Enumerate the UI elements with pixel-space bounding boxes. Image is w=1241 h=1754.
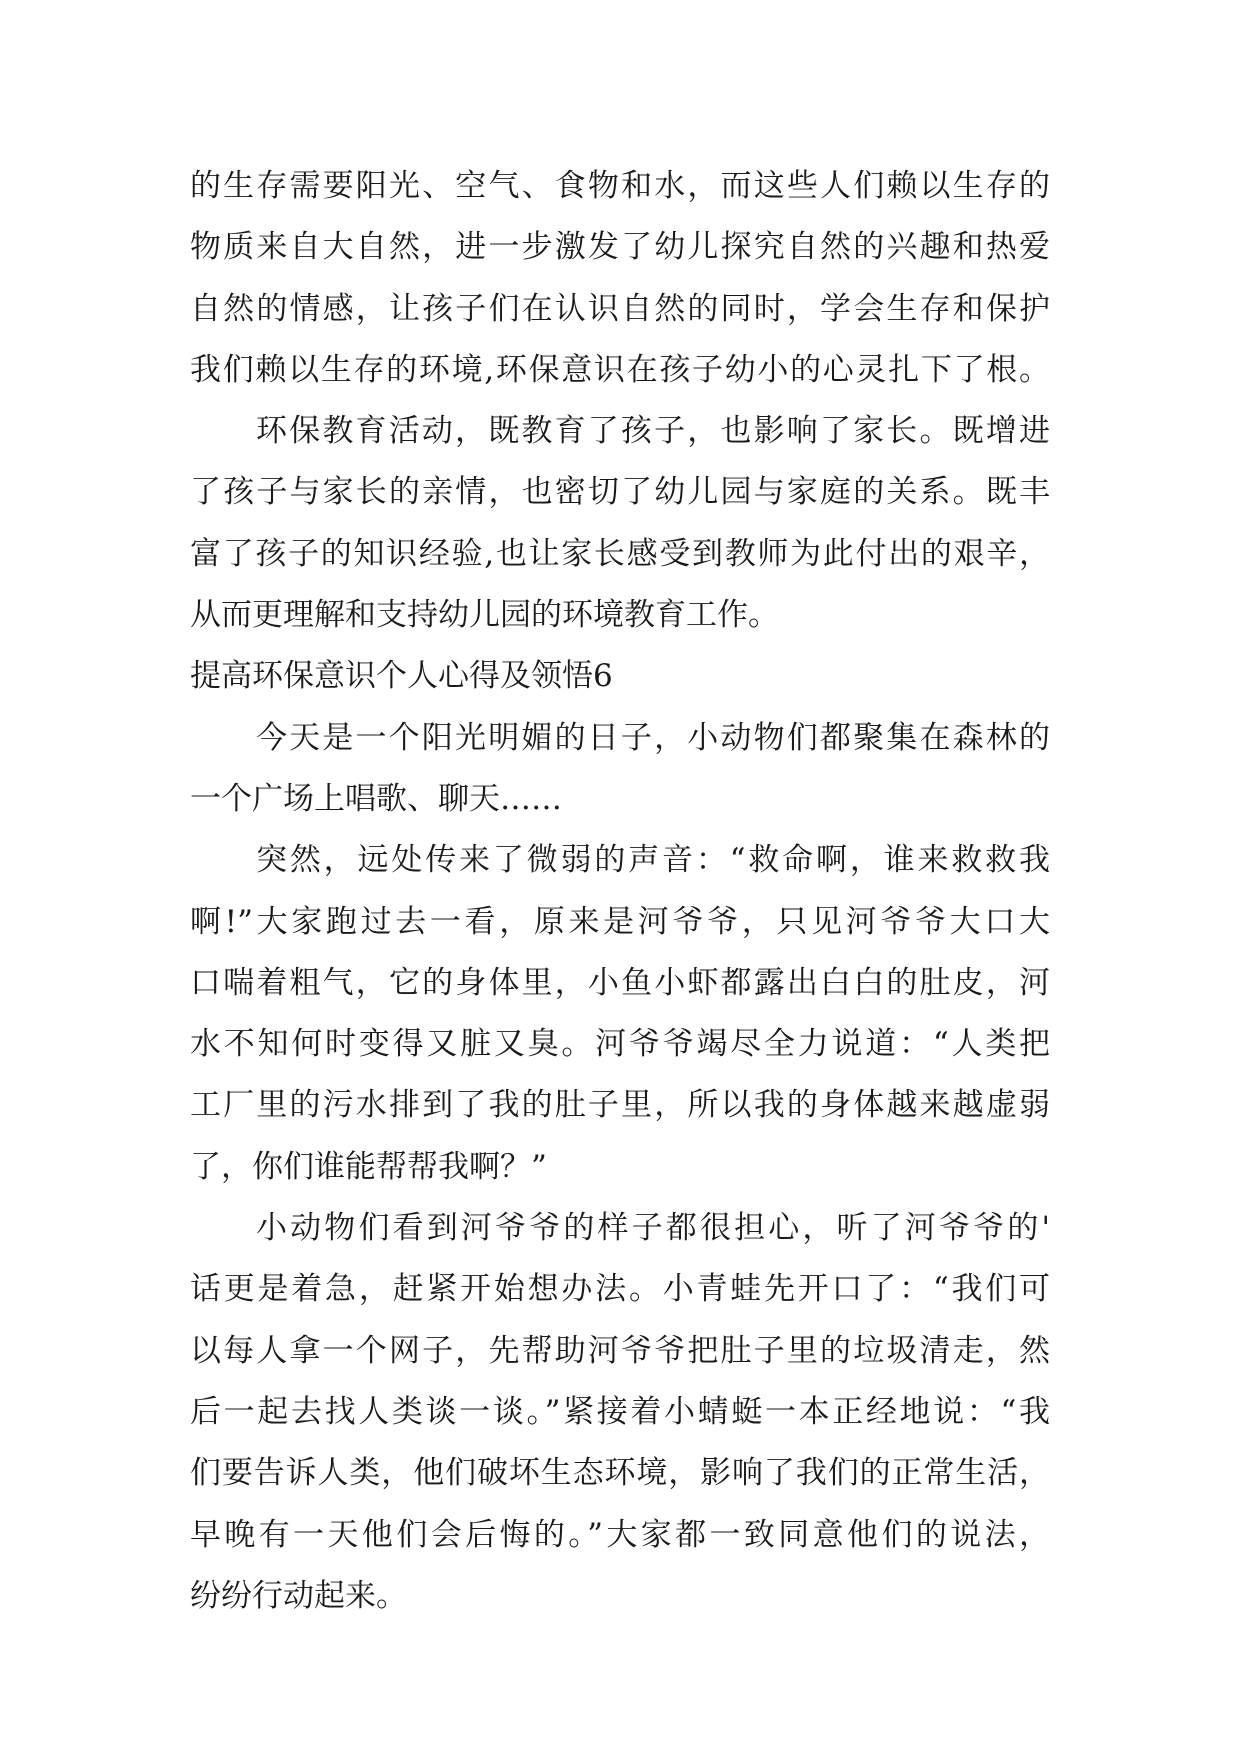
text-line: 口喘着粗气，它的身体里，小鱼小虾都露出白白的肚皮，河 xyxy=(190,964,1050,1001)
text-line: 以每人拿一个网子，先帮助河爷爷把肚子里的垃圾清走，然 xyxy=(190,1332,1050,1369)
paragraph-start-line: 环保教育活动，既教育了孩子，也影响了家长。既增进 xyxy=(256,413,1050,450)
text-line: 富了孩子的知识经验,也让家长感受到教师为此付出的艰辛， xyxy=(190,535,1050,572)
section-heading: 提高环保意识个人心得及领悟6 xyxy=(190,658,613,695)
paragraph-start-line: 今天是一个阳光明媚的日子，小动物们都聚集在森林的 xyxy=(256,719,1050,756)
text-line: 的生存需要阳光、空气、食物和水，而这些人们赖以生存的 xyxy=(190,168,1050,204)
text-line: 了孩子与家长的亲情，也密切了幼儿园与家庭的关系。既丰 xyxy=(190,474,1050,511)
document-body xyxy=(190,156,1050,1627)
text-line: 自然的情感，让孩子们在认识自然的同时，学会生存和保护 xyxy=(190,290,1050,327)
text-line: 话更是着急，赶紧开始想办法。小青蛙先开口了：“我们可 xyxy=(190,1271,1050,1308)
paragraph-start-line: 突然，远处传来了微弱的声音：“救命啊，谁来救救我 xyxy=(256,842,1050,879)
text-line: 纷纷行动起来。 xyxy=(190,1577,407,1614)
text-line: 后一起去找人类谈一谈。”紧接着小蜻蜓一本正经地说：“我 xyxy=(190,1393,1050,1430)
text-line: 早晚有一天他们会后悔的。”大家都一致同意他们的说法， xyxy=(190,1516,1050,1553)
text-line: 水不知何时变得又脏又臭。河爷爷竭尽全力说道：“人类把 xyxy=(190,1026,1050,1063)
text-line: 工厂里的污水排到了我的肚子里，所以我的身体越来越虚弱 xyxy=(190,1087,1050,1124)
text-line: 一个广场上唱歌、聊天…… xyxy=(190,780,562,817)
text-line: 我们赖以生存的环境,环保意识在孩子幼小的心灵扎下了根。 xyxy=(190,351,1050,388)
text-line: 们要告诉人类，他们破坏生态环境，影响了我们的正常生活， xyxy=(190,1455,1050,1492)
text-line: 了，你们谁能帮帮我啊？” xyxy=(190,1148,547,1185)
text-line: 啊!”大家跑过去一看，原来是河爷爷，只见河爷爷大口大 xyxy=(190,903,1050,940)
text-line: 从而更理解和支持幼儿园的环境教育工作。 xyxy=(190,597,779,634)
paragraph-start-line: 小动物们看到河爷爷的样子都很担心，听了河爷爷的' xyxy=(256,1210,1050,1247)
text-line: 物质来自大自然，进一步激发了幼儿探究自然的兴趣和热爱 xyxy=(190,229,1050,266)
